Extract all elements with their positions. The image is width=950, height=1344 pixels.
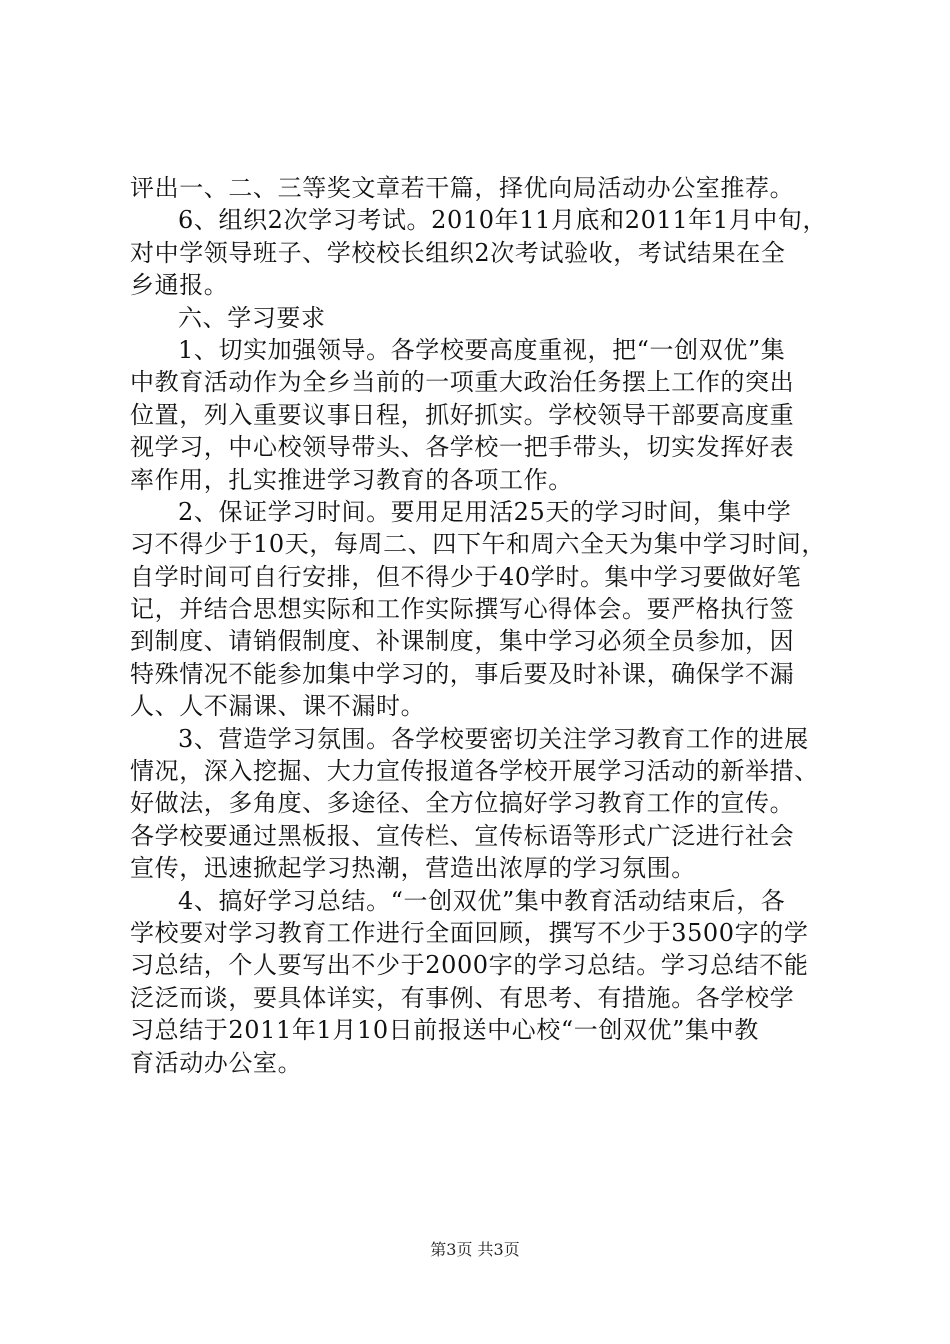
- text-line: 2、保证学习时间。要用足用活25天的学习时间，集中学: [178, 497, 792, 526]
- text-line: 学校要对学习教育工作进行全面回顾，撰写不少于3500字的学: [130, 918, 809, 947]
- text-line: 习总结于2011年1月10日前报送中心校“一创双优”集中教: [130, 1016, 759, 1045]
- text-line: 到制度、请销假制度、补课制度，集中学习必须全员参加，因: [130, 627, 795, 656]
- text-line: 6、组织2次学习考试。2010年11月底和2011年1月中旬，: [178, 206, 828, 235]
- text-line: 3、营造学习氛围。各学校要密切关注学习教育工作的进展: [178, 724, 809, 753]
- text-line: 4、搞好学习总结。“一创双优”集中教育活动结束后，各: [178, 886, 786, 915]
- text-line: 六、学习要求: [178, 303, 326, 332]
- text-line: 乡通报。: [130, 271, 229, 300]
- text-line: 习总结，个人要写出不少于2000字的学习总结。学习总结不能: [130, 951, 809, 980]
- text-line: 1、切实加强领导。各学校要高度重视，把“一创双优”集: [178, 335, 786, 364]
- document-body: [130, 172, 830, 1079]
- text-line: 习不得少于10天，每周二、四下午和周六全天为集中学习时间，: [130, 530, 826, 559]
- text-line: 视学习，中心校领导带头、各学校一把手带头，切实发挥好表: [130, 433, 795, 462]
- text-line: 记，并结合思想实际和工作实际撰写心得体会。要严格执行签: [130, 595, 795, 624]
- page-footer: 第3页 共3页: [430, 1240, 520, 1259]
- text-line: 位置，列入重要议事日程，抓好抓实。学校领导干部要高度重: [130, 400, 795, 429]
- text-line: 人、人不漏课、课不漏时。: [130, 692, 426, 721]
- text-line: 泛泛而谈，要具体详实，有事例、有思考、有措施。各学校学: [130, 983, 795, 1012]
- text-line: 中教育活动作为全乡当前的一项重大政治任务摆上工作的突出: [130, 368, 795, 397]
- text-line: 自学时间可自行安排，但不得少于40学时。集中学习要做好笔: [130, 562, 802, 591]
- text-line: 对中学领导班子、学校校长组织2次考试验收，考试结果在全: [130, 238, 786, 267]
- text-line: 特殊情况不能参加集中学习的，事后要及时补课，确保学不漏: [130, 659, 795, 688]
- text-line: 率作用，扎实推进学习教育的各项工作。: [130, 465, 573, 494]
- text-line: 好做法，多角度、多途径、全方位搞好学习教育工作的宣传。: [130, 789, 795, 818]
- text-line: 各学校要通过黑板报、宣传栏、宣传标语等形式广泛进行社会: [130, 821, 795, 850]
- text-line: 情况，深入挖掘、大力宣传报道各学校开展学习活动的新举措、: [130, 757, 819, 786]
- text-line: 宣传，迅速掀起学习热潮，营造出浓厚的学习氛围。: [130, 854, 696, 883]
- text-line: 评出一、二、三等奖文章若干篇，择优向局活动办公室推荐。: [130, 174, 795, 202]
- text-line: 育活动办公室。: [130, 1048, 303, 1077]
